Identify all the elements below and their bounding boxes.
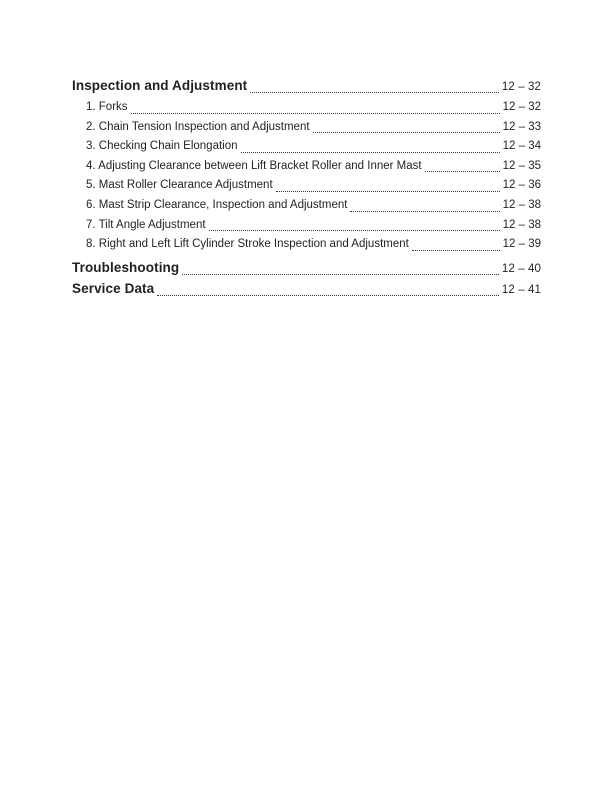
toc-entry-label: 7. Tilt Angle Adjustment: [86, 218, 206, 231]
toc-entry-page: 12 – 33: [502, 120, 541, 133]
toc-section-entry: [72, 258, 541, 279]
toc-item-entry: [72, 98, 541, 118]
toc-section-entry: [72, 279, 541, 300]
toc-section-entry: [72, 76, 541, 97]
dot-leader: [209, 230, 500, 231]
toc-entry-label: Service Data: [72, 280, 155, 296]
toc-entry-page: 12 – 34: [502, 140, 541, 153]
toc-entry-page: 12 – 38: [502, 198, 541, 211]
dot-leader: [131, 113, 500, 114]
toc-entry-label: 5. Mast Roller Clearance Adjustment: [86, 179, 273, 192]
toc-entry-label: 3. Checking Chain Elongation: [86, 140, 238, 153]
toc-item-entry: [72, 176, 541, 196]
toc-entry-label: 6. Mast Strip Clearance, Inspection and Adjustment: [86, 198, 348, 211]
toc-item-entry: [72, 235, 541, 255]
dot-leader: [182, 274, 499, 275]
dot-leader: [313, 132, 500, 133]
toc-item-entry: [72, 216, 541, 236]
toc-entry-label: Troubleshooting: [72, 259, 180, 275]
dot-leader: [157, 295, 499, 296]
dot-leader: [250, 92, 499, 93]
toc-entry-label: 1. Forks: [86, 101, 128, 113]
toc-entry-page: 12 – 32: [501, 81, 541, 93]
dot-leader: [412, 250, 500, 251]
toc-entry-label: 2. Chain Tension Inspection and Adjustment: [86, 120, 310, 133]
toc-item-entry: [72, 118, 541, 138]
toc-entry-page: 12 – 32: [502, 101, 541, 113]
toc-entry-page: 12 – 36: [502, 179, 541, 192]
dot-leader: [241, 152, 500, 153]
toc-entry-label: Inspection and Adjustment: [72, 78, 248, 93]
toc-entry-label: 8. Right and Left Lift Cylinder Stroke Inspection and Adjustment: [86, 238, 409, 251]
dot-leader: [425, 171, 500, 172]
dot-leader: [276, 191, 500, 192]
toc-item-entry: [72, 157, 541, 177]
toc-entry-page: 12 – 41: [501, 283, 541, 296]
toc-entry-page: 12 – 40: [501, 262, 541, 275]
toc-entry-page: 12 – 35: [502, 159, 541, 172]
toc-entry-page: 12 – 39: [502, 238, 541, 251]
toc-entry-page: 12 – 38: [502, 218, 541, 231]
table-of-contents: [72, 76, 541, 300]
dot-leader: [350, 211, 499, 212]
toc-item-entry: [72, 196, 541, 216]
toc-entry-label: 4. Adjusting Clearance between Lift Bracket Roller and Inner Mast: [86, 159, 422, 172]
toc-item-entry: [72, 137, 541, 157]
